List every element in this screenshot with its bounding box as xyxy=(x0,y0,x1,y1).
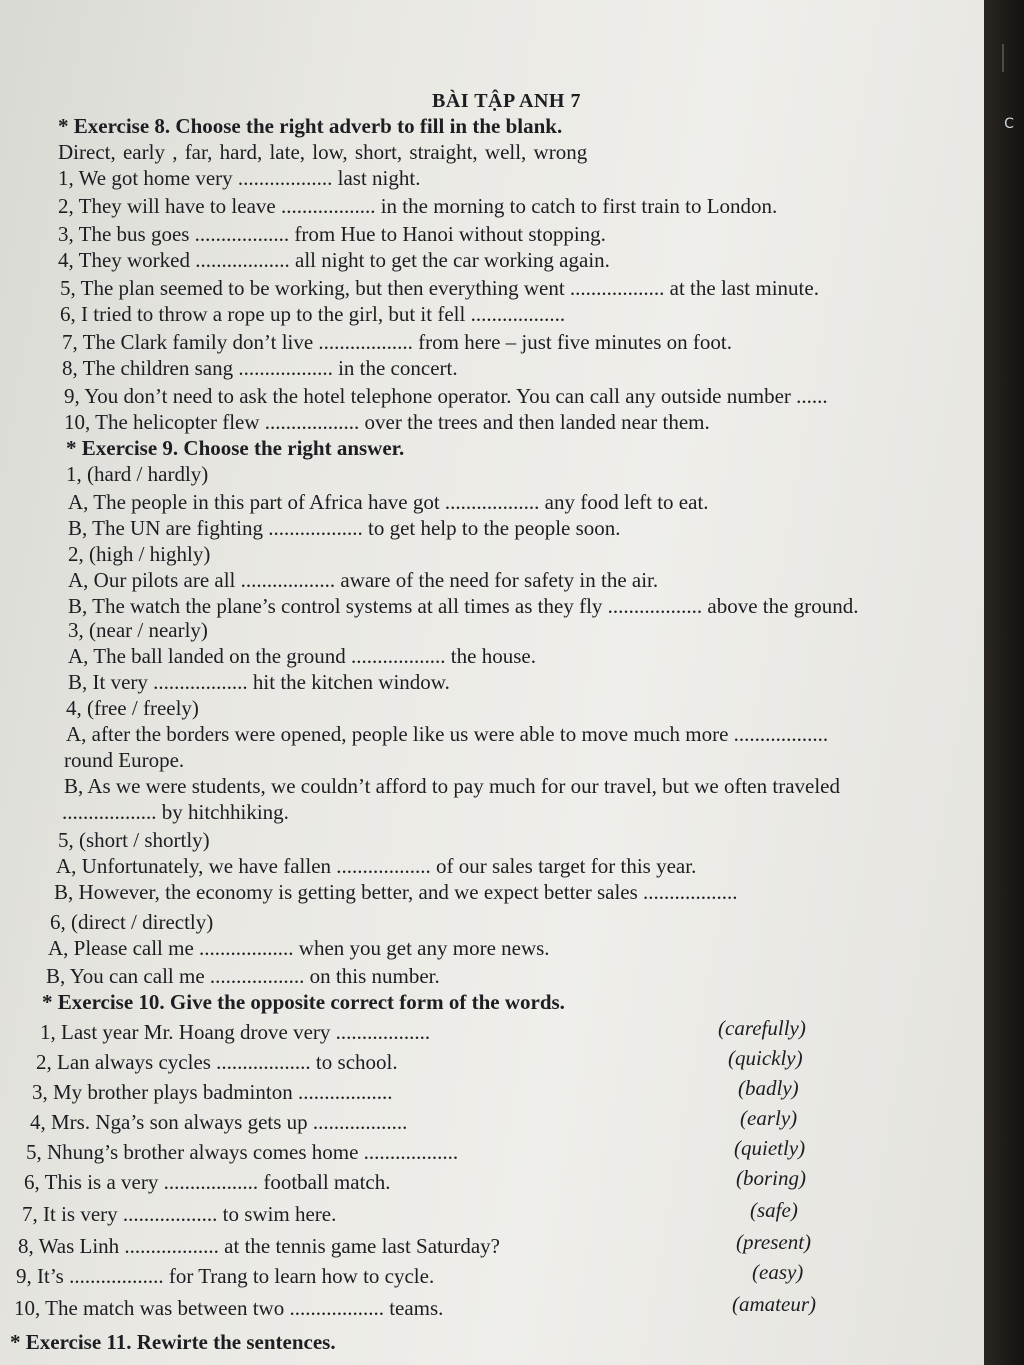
ex9-line: B, As we were students, we couldn’t afford to pay much for our travel, but we often traveled xyxy=(64,774,841,798)
ex8-item-8: 8, The children sang .................. in the concert. xyxy=(62,356,458,380)
ex10-item-10: 10, The match was between two .................. teams. xyxy=(14,1296,444,1320)
exercise-8-wordbank: Direct, early , far, hard, late, low, short, straight, well, wrong xyxy=(58,140,588,164)
ex9-line: B, It very .................. hit the kitchen window. xyxy=(68,670,450,694)
edge-mark xyxy=(1002,44,1018,72)
ex10-item-4: 4, Mrs. Nga’s son always gets up .................. xyxy=(30,1110,408,1134)
ex10-item-8: 8, Was Linh .................. at the tennis game last Saturday? xyxy=(18,1234,500,1258)
ex10-hint-8: (present) xyxy=(736,1230,812,1254)
ex10-item-6: 6, This is a very .................. football match. xyxy=(24,1170,391,1194)
ex9-line: A, The ball landed on the ground .................. the house. xyxy=(68,644,536,668)
ex10-item-7: 7, It is very .................. to swim here. xyxy=(22,1202,337,1226)
ex9-line: A, Please call me .................. when you get any more news. xyxy=(48,936,550,960)
ex8-item-10: 10, The helicopter flew .................. over the trees and then landed near them. xyxy=(64,410,710,434)
ex8-item-5: 5, The plan seemed to be working, but then everything went .................. at the last minute. xyxy=(60,276,819,300)
ex10-item-9: 9, It’s .................. for Trang to learn how to cycle. xyxy=(16,1264,435,1288)
ex9-line: B, You can call me .................. on this number. xyxy=(46,964,440,988)
ex8-item-4: 4, They worked .................. all night to get the car working again. xyxy=(58,248,610,272)
circle-icon: C xyxy=(1004,116,1014,132)
exercise-10-heading: * Exercise 10. Give the opposite correct form of the words. xyxy=(42,990,565,1014)
ex8-item-7: 7, The Clark family don’t live .................. from here – just five minutes on foot. xyxy=(62,330,732,354)
ex8-item-2: 2, They will have to leave .................. in the morning to catch to first train to London. xyxy=(58,194,778,218)
ex9-line: 3, (near / nearly) xyxy=(68,618,208,642)
ex10-hint-1: (carefully) xyxy=(718,1016,806,1040)
exercise-8-heading: * Exercise 8. Choose the right adverb to fill in the blank. xyxy=(58,114,563,138)
ex9-line: 1, (hard / hardly) xyxy=(66,462,209,486)
ex9-line: 6, (direct / directly) xyxy=(50,910,214,934)
ex8-item-3: 3, The bus goes .................. from Hue to Hanoi without stopping. xyxy=(58,222,606,246)
exercise-9-heading: * Exercise 9. Choose the right answer. xyxy=(66,436,405,460)
ex9-line: A, Our pilots are all .................. aware of the need for safety in the air. xyxy=(68,568,659,592)
exercise-11-heading: * Exercise 11. Rewirte the sentences. xyxy=(10,1330,336,1354)
ex10-item-2: 2, Lan always cycles .................. to school. xyxy=(36,1050,398,1074)
ex9-line: 4, (free / freely) xyxy=(66,696,199,720)
ex10-item-3: 3, My brother plays badminton .................. xyxy=(32,1080,393,1104)
ex9-line: B, The watch the plane’s control systems at all times as they fly .................. above the ground. xyxy=(68,594,859,618)
ex9-line: .................. by hitchhiking. xyxy=(62,800,289,824)
ex10-hint-5: (quietly) xyxy=(734,1136,806,1160)
ex10-hint-9: (easy) xyxy=(752,1260,804,1284)
ex9-line: B, However, the economy is getting better, and we expect better sales .................. xyxy=(54,880,738,904)
ex9-line: B, The UN are fighting .................. to get help to the people soon. xyxy=(68,516,621,540)
page-title: BÀI TẬP ANH 7 xyxy=(432,90,581,112)
ex9-line: 5, (short / shortly) xyxy=(58,828,210,852)
ex10-hint-2: (quickly) xyxy=(728,1046,803,1070)
ex9-line: round Europe. xyxy=(64,748,185,772)
ex9-line: A, Unfortunately, we have fallen .................. of our sales target for this year. xyxy=(56,854,697,878)
ex9-line: A, after the borders were opened, people like us were able to move much more .................. xyxy=(66,722,829,746)
ex10-hint-6: (boring) xyxy=(736,1166,806,1190)
ex10-hint-4: (early) xyxy=(740,1106,798,1130)
ex10-hint-3: (badly) xyxy=(738,1076,799,1100)
ex10-item-5: 5, Nhung’s brother always comes home .................. xyxy=(26,1140,459,1164)
ex10-hint-7: (safe) xyxy=(750,1198,798,1222)
ex8-item-1: 1, We got home very .................. last night. xyxy=(58,166,421,190)
ex9-line: A, The people in this part of Africa have got .................. any food left to eat. xyxy=(68,490,709,514)
ex10-item-1: 1, Last year Mr. Hoang drove very .................. xyxy=(40,1020,431,1044)
ex8-item-9: 9, You don’t need to ask the hotel telephone operator. You can call any outside number ...... xyxy=(64,384,828,408)
ex8-item-6: 6, I tried to throw a rope up to the girl, but it fell .................. xyxy=(60,302,566,326)
ex10-hint-10: (amateur) xyxy=(732,1292,816,1316)
ex9-line: 2, (high / highly) xyxy=(68,542,211,566)
